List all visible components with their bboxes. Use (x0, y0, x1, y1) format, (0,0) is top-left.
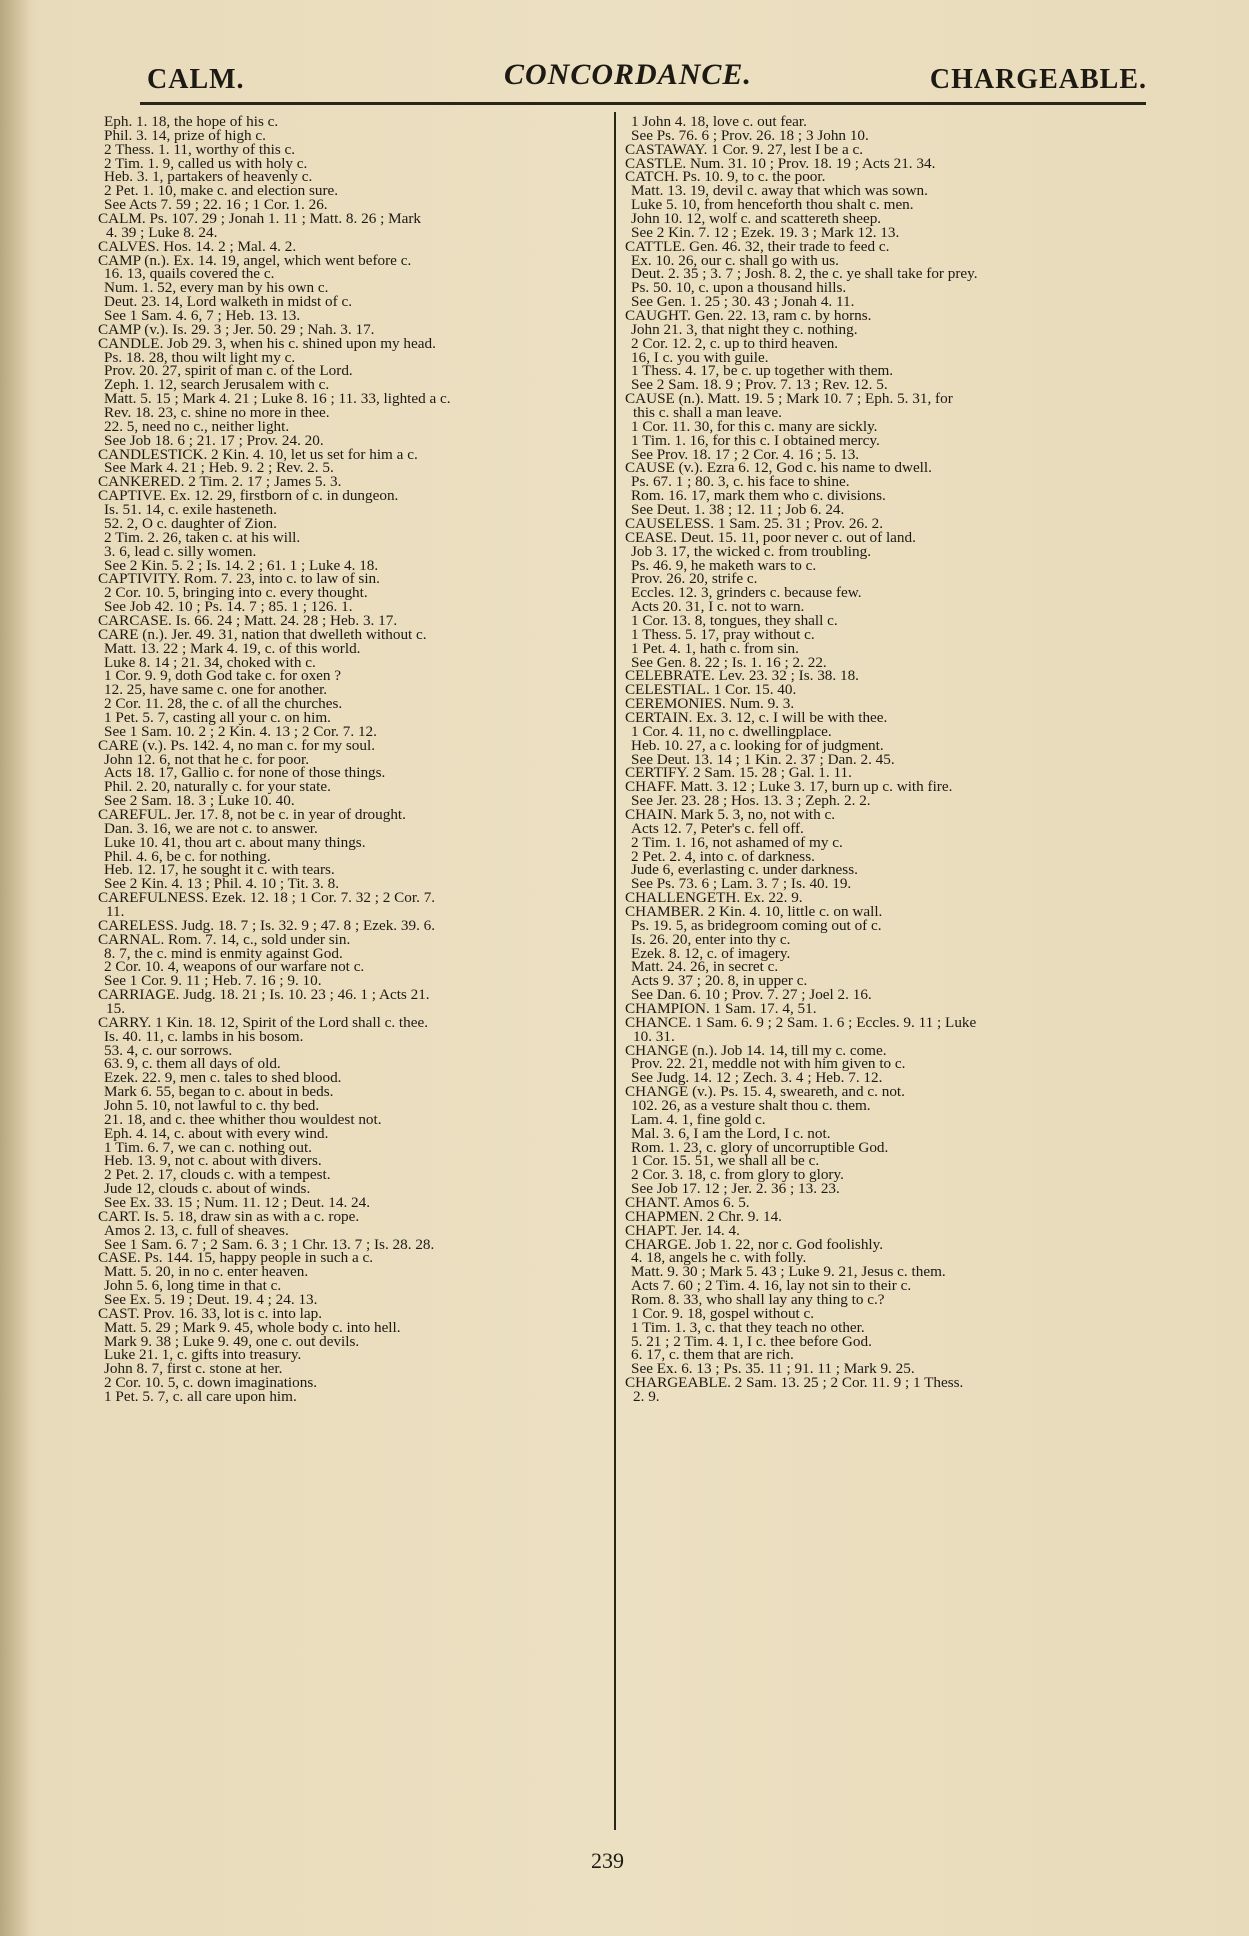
see-reference-line: See Acts 7. 59 ; 22. 16 ; 1 Cor. 1. 26. (104, 196, 328, 214)
citation-line: John 12. 6, not that he c. for poor. (104, 750, 310, 768)
continuation-line: 11. (106, 902, 125, 920)
citation-line: Prov. 26. 20, strife c. (631, 570, 758, 588)
concordance-headword-line: CARE (n.). Jer. 49. 31, nation that dwelleth without c. (98, 625, 427, 643)
citation-line: 2 Cor. 10. 4, weapons of our warfare not c. (104, 958, 365, 976)
citation-line: 2 Cor. 3. 18, c. from glory to glory. (631, 1166, 844, 1184)
citation-line: Mal. 3. 6, I am the Lord, I c. not. (631, 1124, 831, 1142)
citation-line: Heb. 10. 27, a c. looking for of judgment. (631, 736, 884, 754)
concordance-headword-line: CARCASE. Is. 66. 24 ; Matt. 24. 28 ; Heb. 3. 17. (98, 611, 398, 629)
concordance-headword-line: CART. Is. 5. 18, draw sin as with a c. rope. (98, 1207, 360, 1225)
citation-line: 2 Tim. 2. 26, taken c. at his will. (104, 528, 301, 546)
citation-line: Rom. 8. 33, who shall lay any thing to c.? (631, 1291, 885, 1309)
concordance-headword-line: CARELESS. Judg. 18. 7 ; Is. 32. 9 ; 47. 8 ; Ezek. 39. 6. (98, 916, 436, 934)
citation-line: 1 Pet. 5. 7, casting all your c. on him. (104, 708, 331, 726)
citation-line: 1 Cor. 13. 8, tongues, they shall c. (631, 611, 838, 629)
citation-line: 53. 4, c. our sorrows. (104, 1041, 233, 1059)
concordance-headword-line: CARNAL. Rom. 7. 14, c., sold under sin. (98, 930, 351, 948)
see-reference-line: See Job 17. 12 ; Jer. 2. 36 ; 13. 23. (631, 1180, 840, 1198)
concordance-headword-line: CHARGEABLE. 2 Sam. 13. 25 ; 2 Cor. 11. 9 ; 1 Thess. (625, 1374, 964, 1392)
see-reference-line: See Judg. 14. 12 ; Zech. 3. 4 ; Heb. 7. 12. (631, 1069, 883, 1087)
citation-line: John 10. 12, wolf c. and scattereth sheep. (631, 210, 882, 228)
citation-line: 2 Pet. 1. 10, make c. and election sure. (104, 182, 339, 200)
citation-line: 21. 18, and c. thee whither thou wouldest not. (104, 1110, 382, 1128)
citation-line: 22. 5, need no c., neither light. (104, 417, 290, 435)
concordance-headword-line: CAPTIVE. Ex. 12. 29, firstborn of c. in dungeon. (98, 487, 399, 505)
see-reference-line: See 1 Cor. 9. 11 ; Heb. 7. 16 ; 9. 10. (104, 972, 322, 990)
citation-line: 5. 21 ; 2 Tim. 4. 1, I c. thee before God. (631, 1332, 872, 1350)
citation-line: 3. 6, lead c. silly women. (104, 542, 257, 560)
citation-line: John 8. 7, first c. stone at her. (104, 1360, 283, 1378)
citation-line: 2 Tim. 1. 9, called us with holy c. (104, 154, 308, 172)
citation-line: Matt. 13. 22 ; Mark 4. 19, c. of this world. (104, 639, 361, 657)
continuation-line: 15. (106, 1000, 125, 1017)
see-reference-line: See Gen. 8. 22 ; Is. 1. 16 ; 2. 22. (631, 653, 827, 671)
see-reference-line: See 1 Sam. 6. 7 ; 2 Sam. 6. 3 ; 1 Chr. 13. 7 ; Is. 28. 28. (104, 1235, 435, 1253)
citation-line: Matt. 9. 30 ; Mark 5. 43 ; Luke 9. 21, Jesus c. them. (631, 1263, 946, 1281)
citation-line: 52. 2, O c. daughter of Zion. (104, 514, 277, 532)
header-first-word: CALM. (147, 64, 245, 95)
citation-line: 2 Pet. 2. 17, clouds c. with a tempest. (104, 1166, 331, 1184)
see-reference-line: See Ex. 6. 13 ; Ps. 35. 11 ; 91. 11 ; Mark 9. 25. (631, 1360, 915, 1378)
left-column (98, 115, 568, 1404)
citation-line: Is. 51. 14, c. exile hasteneth. (104, 501, 277, 519)
citation-line: Mark 6. 55, began to c. about in beds. (104, 1083, 334, 1101)
citation-line: 12. 25, have same c. one for another. (104, 681, 328, 699)
see-reference-line: See Mark 4. 21 ; Heb. 9. 2 ; Rev. 2. 5. (104, 459, 334, 477)
citation-line: Ezek. 22. 9, men c. tales to shed blood. (104, 1069, 342, 1087)
citation-line: 63. 9, c. them all days of old. (104, 1055, 281, 1073)
concordance-headword-line: CHALLENGETH. Ex. 22. 9. (625, 889, 803, 907)
see-reference-line: See Ps. 73. 6 ; Lam. 3. 7 ; Is. 40. 19. (631, 875, 852, 893)
right-column (625, 115, 1095, 1404)
citation-line: 1 Tim. 1. 16, for this c. I obtained mercy. (631, 431, 880, 449)
concordance-headword-line: CEASE. Deut. 15. 11, poor never c. out of land. (625, 528, 916, 546)
citation-line: Ps. 67. 1 ; 80. 3, c. his face to shine. (631, 473, 850, 491)
concordance-headword-line: CHAIN. Mark 5. 3, no, not with c. (625, 805, 836, 823)
citation-line: Is. 26. 20, enter into thy c. (631, 930, 791, 948)
concordance-headword-line: CARRIAGE. Judg. 18. 21 ; Is. 10. 23 ; 46. 1 ; Acts 21. (98, 986, 430, 1004)
citation-line: Rom. 1. 23, c. glory of uncorruptible God. (631, 1138, 889, 1156)
concordance-headword-line: CEREMONIES. Num. 9. 3. (625, 695, 795, 713)
citation-line: John 5. 10, not lawful to c. thy bed. (104, 1097, 320, 1115)
citation-line: Heb. 12. 17, he sought it c. with tears. (104, 861, 335, 879)
citation-line: Rom. 16. 17, mark them who c. divisions. (631, 487, 886, 505)
concordance-headword-line: CAREFULNESS. Ezek. 12. 18 ; 1 Cor. 7. 32 ; 2 Cor. 7. (98, 889, 436, 907)
citation-line: Ps. 18. 28, thou wilt light my c. (104, 348, 296, 366)
citation-line: 1 Cor. 9. 9, doth God take c. for oxen ? (104, 667, 342, 685)
concordance-headword-line: CERTAIN. Ex. 3. 12, c. I will be with thee. (625, 708, 888, 726)
citation-line: Jude 12, clouds c. about of winds. (104, 1180, 311, 1198)
concordance-headword-line: CASTLE. Num. 31. 10 ; Prov. 18. 19 ; Acts 21. 34. (625, 154, 936, 172)
citation-line: Lam. 4. 1, fine gold c. (631, 1110, 766, 1128)
concordance-headword-line: CALVES. Hos. 14. 2 ; Mal. 4. 2. (98, 237, 297, 255)
citation-line: Matt. 5. 29 ; Mark 9. 45, whole body c. into hell. (104, 1318, 401, 1336)
citation-line: Ps. 19. 5, as bridegroom coming out of c. (631, 916, 882, 934)
concordance-headword-line: CHANGE (n.). Job 14. 14, till my c. come. (625, 1041, 887, 1059)
concordance-headword-line: CAMP (v.). Is. 29. 3 ; Jer. 50. 29 ; Nah. 3. 17. (98, 320, 375, 338)
concordance-headword-line: CHANGE (v.). Ps. 15. 4, sweareth, and c. not. (625, 1083, 905, 1101)
citation-line: Eccles. 12. 3, grinders c. because few. (631, 584, 862, 602)
see-reference-line: See 2 Kin. 7. 12 ; Ezek. 19. 3 ; Mark 12. 13. (631, 223, 900, 241)
see-reference-line: See 2 Sam. 18. 9 ; Prov. 7. 13 ; Rev. 12. 5. (631, 376, 888, 394)
citation-line: 1 Cor. 4. 11, no c. dwellingplace. (631, 722, 832, 740)
citation-line: 1 John 4. 18, love c. out fear. (631, 113, 807, 130)
concordance-headword-line: CERTIFY. 2 Sam. 15. 28 ; Gal. 1. 11. (625, 764, 852, 782)
citation-line: Dan. 3. 16, we are not c. to answer. (104, 819, 318, 837)
continuation-line: 10. 31. (633, 1027, 675, 1045)
citation-line: Phil. 3. 14, prize of high c. (104, 126, 266, 144)
citation-line: Ex. 10. 26, our c. shall go with us. (631, 251, 839, 269)
citation-line: Matt. 13. 19, devil c. away that which was sown. (631, 182, 928, 200)
citation-line: Luke 21. 1, c. gifts into treasury. (104, 1346, 302, 1364)
citation-line: Jude 6, everlasting c. under darkness. (631, 861, 858, 879)
citation-line: Prov. 20. 27, spirit of man c. of the Lord. (104, 362, 353, 380)
citation-line: Matt. 5. 15 ; Mark 4. 21 ; Luke 8. 16 ; 11. 33, lighted a c. (104, 390, 451, 408)
see-reference-line: See Deut. 13. 14 ; 1 Kin. 2. 37 ; Dan. 2. 45. (631, 750, 895, 768)
concordance-headword-line: CARE (v.). Ps. 142. 4, no man c. for my soul. (98, 736, 376, 754)
concordance-headword-line: CHAFF. Matt. 3. 12 ; Luke 3. 17, burn up c. with fire. (625, 778, 953, 796)
citation-line: 2 Cor. 10. 5, bringing into c. every thought. (104, 584, 368, 602)
citation-line: 2 Cor. 12. 2, c. up to third heaven. (631, 334, 839, 352)
citation-line: Eph. 1. 18, the hope of his c. (104, 113, 279, 130)
header-rule (140, 102, 1146, 105)
see-reference-line: See 1 Sam. 4. 6, 7 ; Heb. 13. 13. (104, 307, 301, 325)
citation-line: 1 Pet. 5. 7, c. all care upon him. (104, 1388, 297, 1406)
citation-line: Luke 8. 14 ; 21. 34, choked with c. (104, 653, 316, 671)
header-last-word: CHARGEABLE. (929, 64, 1147, 95)
see-reference-line: See Ps. 76. 6 ; Prov. 26. 18 ; 3 John 10. (631, 126, 869, 144)
citation-line: Num. 1. 52, every man by his own c. (104, 279, 329, 297)
citation-line: Heb. 3. 1, partakers of heavenly c. (104, 168, 313, 186)
citation-line: Matt. 24. 26, in secret c. (631, 958, 779, 976)
citation-line: Prov. 22. 21, meddle not with him given to c. (631, 1055, 906, 1073)
citation-line: 1 Thess. 4. 17, be c. up together with them. (631, 362, 894, 380)
concordance-headword-line: CAPTIVITY. Rom. 7. 23, into c. to law of sin. (98, 570, 380, 588)
concordance-headword-line: CHAMPION. 1 Sam. 17. 4, 51. (625, 1000, 817, 1017)
concordance-headword-line: CAST. Prov. 16. 33, lot is c. into lap. (98, 1304, 323, 1322)
citation-line: Acts 12. 7, Peter's c. fell off. (631, 819, 804, 837)
see-reference-line: See Job 18. 6 ; 21. 17 ; Prov. 24. 20. (104, 431, 324, 449)
citation-line: Heb. 13. 9, not c. about with divers. (104, 1152, 322, 1170)
continuation-line: this c. shall a man leave. (633, 404, 782, 422)
see-reference-line: See 2 Kin. 5. 2 ; Is. 14. 2 ; 61. 1 ; Luke 4. 18. (104, 556, 379, 574)
citation-line: Amos 2. 13, c. full of sheaves. (104, 1221, 289, 1239)
citation-line: 6. 17, c. them that are rich. (631, 1346, 794, 1364)
see-reference-line: See Ex. 33. 15 ; Num. 11. 12 ; Deut. 14. 24. (104, 1194, 371, 1212)
concordance-headword-line: CHAPMEN. 2 Chr. 9. 14. (625, 1207, 782, 1225)
concordance-headword-line: CARRY. 1 Kin. 18. 12, Spirit of the Lord shall c. thee. (98, 1013, 429, 1031)
concordance-headword-line: CATCH. Ps. 10. 9, to c. the poor. (625, 168, 826, 186)
concordance-headword-line: CELESTIAL. 1 Cor. 15. 40. (625, 681, 797, 699)
citation-line: Eph. 4. 14, c. about with every wind. (104, 1124, 329, 1142)
citation-line: 1 Tim. 1. 3, c. that they teach no other. (631, 1318, 865, 1336)
citation-line: 2 Pet. 2. 4, into c. of darkness. (631, 847, 815, 865)
citation-line: Ezek. 8. 12, c. of imagery. (631, 944, 791, 962)
concordance-headword-line: CHARGE. Job 1. 22, nor c. God foolishly. (625, 1235, 884, 1253)
see-reference-line: See Prov. 18. 17 ; 2 Cor. 4. 16 ; 5. 13. (631, 445, 860, 463)
citation-line: 2 Thess. 1. 11, worthy of this c. (104, 140, 296, 158)
citation-line: Luke 10. 41, thou art c. about many things. (104, 833, 366, 851)
see-reference-line: See Jer. 23. 28 ; Hos. 13. 3 ; Zeph. 2. 2. (631, 792, 871, 810)
concordance-headword-line: CASE. Ps. 144. 15, happy people in such a c. (98, 1249, 374, 1267)
continuation-line: 4. 39 ; Luke 8. 24. (106, 223, 218, 241)
citation-line: 1 Cor. 11. 30, for this c. many are sickly. (631, 417, 878, 435)
page-number: 239 (591, 1848, 624, 1873)
concordance-headword-line: CHANT. Amos 6. 5. (625, 1194, 750, 1212)
see-reference-line: See 2 Kin. 4. 13 ; Phil. 4. 10 ; Tit. 3. 8. (104, 875, 340, 893)
continuation-line: 2. 9. (633, 1388, 660, 1406)
citation-line: 1 Thess. 5. 17, pray without c. (631, 625, 815, 643)
citation-line: Deut. 2. 35 ; 3. 7 ; Josh. 8. 2, the c. ye shall take for prey. (631, 265, 978, 283)
header-title: CONCORDANCE. (504, 58, 752, 91)
citation-line: Luke 5. 10, from henceforth thou shalt c. men. (631, 196, 914, 214)
see-reference-line: See Dan. 6. 10 ; Prov. 7. 27 ; Joel 2. 16. (631, 986, 872, 1004)
citation-line: 1 Cor. 9. 18, gospel without c. (631, 1304, 815, 1322)
running-header (72, 58, 1147, 104)
citation-line: 16. 13, quails covered the c. (104, 265, 275, 283)
citation-line: Acts 18. 17, Gallio c. for none of those things. (104, 764, 386, 782)
concordance-headword-line: CAUSE (v.). Ezra 6. 12, God c. his name to dwell. (625, 459, 932, 477)
concordance-headword-line: CAMP (n.). Ex. 14. 19, angel, which went before c. (98, 251, 412, 269)
citation-line: 16, I c. you with guile. (631, 348, 769, 366)
see-reference-line: See Job 42. 10 ; Ps. 14. 7 ; 85. 1 ; 126. 1. (104, 598, 353, 616)
concordance-headword-line: CALM. Ps. 107. 29 ; Jonah 1. 11 ; Matt. 8. 26 ; Mark (98, 210, 422, 228)
citation-line: 8. 7, the c. mind is enmity against God. (104, 944, 343, 962)
concordance-headword-line: CAUSE (n.). Matt. 19. 5 ; Mark 10. 7 ; Eph. 5. 31, for (625, 390, 953, 408)
citation-line: 1 Cor. 15. 51, we shall all be c. (631, 1152, 820, 1170)
concordance-headword-line: CANDLE. Job 29. 3, when his c. shined upon my head. (98, 334, 436, 352)
citation-line: Job 3. 17, the wicked c. from troubling. (631, 542, 872, 560)
concordance-headword-line: CAREFUL. Jer. 17. 8, not be c. in year of drought. (98, 805, 406, 823)
citation-line: John 5. 6, long time in that c. (104, 1277, 282, 1295)
citation-line: 2 Cor. 11. 28, the c. of all the churches. (104, 695, 343, 713)
citation-line: Acts 20. 31, I c. not to warn. (631, 598, 805, 616)
see-reference-line: See Deut. 1. 38 ; 12. 11 ; Job 6. 24. (631, 501, 845, 519)
spine-shadow (0, 0, 30, 1936)
concordance-headword-line: CELEBRATE. Lev. 23. 32 ; Is. 38. 18. (625, 667, 859, 685)
citation-line: 4. 18, angels he c. with folly. (631, 1249, 807, 1267)
citation-line: Matt. 5. 20, in no c. enter heaven. (104, 1263, 309, 1281)
citation-line: Rev. 18. 23, c. shine no more in thee. (104, 404, 330, 422)
see-reference-line: See 2 Sam. 18. 3 ; Luke 10. 40. (104, 792, 295, 810)
citation-line: Deut. 23. 14, Lord walketh in midst of c. (104, 293, 353, 311)
concordance-headword-line: CATTLE. Gen. 46. 32, their trade to feed c. (625, 237, 890, 255)
concordance-headword-line: CANDLESTICK. 2 Kin. 4. 10, let us set for him a c. (98, 445, 418, 463)
citation-line: Phil. 2. 20, naturally c. for your state. (104, 778, 331, 796)
citation-line: Acts 9. 37 ; 20. 8, in upper c. (631, 972, 808, 990)
concordance-headword-line: CAUGHT. Gen. 22. 13, ram c. by horns. (625, 307, 872, 325)
concordance-headword-line: CASTAWAY. 1 Cor. 9. 27, lest I be a c. (625, 140, 864, 158)
citation-line: Mark 9. 38 ; Luke 9. 49, one c. out devils. (104, 1332, 360, 1350)
see-reference-line: See Ex. 5. 19 ; Deut. 19. 4 ; 24. 13. (104, 1291, 318, 1309)
concordance-headword-line: CHAPT. Jer. 14. 4. (625, 1221, 740, 1239)
citation-line: Zeph. 1. 12, search Jerusalem with c. (104, 376, 330, 394)
concordance-headword-line: CHANCE. 1 Sam. 6. 9 ; 2 Sam. 1. 6 ; Eccles. 9. 11 ; Luke (625, 1013, 977, 1031)
citation-line: 2 Cor. 10. 5, c. down imaginations. (104, 1374, 318, 1392)
citation-line: Phil. 4. 6, be c. for nothing. (104, 847, 271, 865)
see-reference-line: See Gen. 1. 25 ; 30. 43 ; Jonah 4. 11. (631, 293, 855, 311)
citation-line: 2 Tim. 1. 16, not ashamed of my c. (631, 833, 843, 851)
citation-line: 102. 26, as a vesture shalt thou c. them. (631, 1097, 871, 1115)
concordance-headword-line: CANKERED. 2 Tim. 2. 17 ; James 5. 3. (98, 473, 342, 491)
citation-line: 1 Pet. 4. 1, hath c. from sin. (631, 639, 799, 657)
citation-line: Ps. 50. 10, c. upon a thousand hills. (631, 279, 847, 297)
citation-line: Is. 40. 11, c. lambs in his bosom. (104, 1027, 304, 1045)
citation-line: John 21. 3, that night they c. nothing. (631, 320, 858, 338)
citation-line: Ps. 46. 9, he maketh wars to c. (631, 556, 817, 574)
column-divider (614, 112, 616, 1830)
concordance-headword-line: CHAMBER. 2 Kin. 4. 10, little c. on wall. (625, 902, 883, 920)
citation-line: 1 Tim. 6. 7, we can c. nothing out. (104, 1138, 312, 1156)
see-reference-line: See 1 Sam. 10. 2 ; 2 Kin. 4. 13 ; 2 Cor. 7. 12. (104, 722, 377, 740)
concordance-headword-line: CAUSELESS. 1 Sam. 25. 31 ; Prov. 26. 2. (625, 514, 884, 532)
citation-line: Acts 7. 60 ; 2 Tim. 4. 16, lay not sin to their c. (631, 1277, 912, 1295)
